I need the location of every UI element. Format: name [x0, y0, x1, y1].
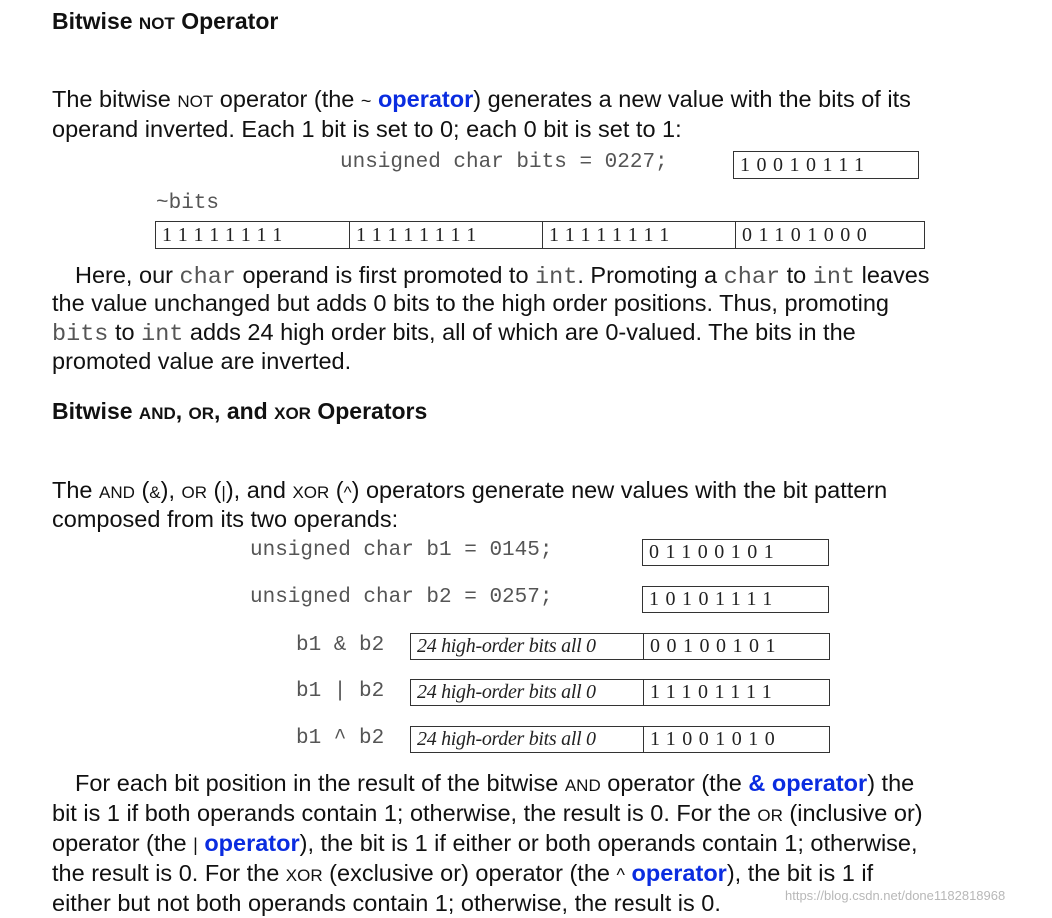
code-or-expression: b1 | b2 — [296, 680, 385, 703]
paragraph-explain-line1: For each bit position in the result of the bitwise AND operator (the & operator) the — [75, 770, 915, 796]
paragraph-explain-line3: operator (the | operator), the bit is 1 if either or both operands contain 1; otherwise, — [52, 830, 918, 856]
xor-result-box — [410, 726, 830, 753]
paragraph-not-line1: The bitwise NOT operator (the ~ operator) generates a new value with the bits of its — [52, 86, 911, 112]
and-result-box — [410, 633, 830, 660]
operator-keyword: operator — [377, 86, 474, 112]
b2-value-box: 10101111 — [642, 586, 829, 613]
paragraph-ops-line2: composed from its two operands: — [52, 506, 399, 532]
code-and-expression: b1 & b2 — [296, 634, 385, 657]
watermark: https://blog.csdn.net/done1182818968 — [785, 888, 1006, 903]
or-result-box — [410, 679, 830, 706]
not-result-byte-1: 11111111 — [162, 223, 289, 246]
xor-operator-keyword: operator — [631, 860, 727, 886]
paragraph-ops-line1: The AND (&), OR (|), and XOR (^) operators generate new values with the bit pattern — [52, 477, 888, 503]
or-operator-keyword: operator — [204, 830, 300, 856]
or-result-bits: 11101111 — [643, 680, 829, 705]
paragraph-not-line2: operand inverted. Each 1 bit is set to 0; each 0 bit is set to 1: — [52, 116, 682, 142]
paragraph-explain-line5: either but not both operands contain 1; otherwise, the result is 0. — [52, 890, 721, 916]
bits-value-box: 10010111 — [733, 151, 919, 179]
not-result-byte-2: 11111111 — [349, 222, 542, 248]
b1-value-box: 01100101 — [642, 539, 829, 566]
and-operator-keyword: & operator — [748, 770, 868, 796]
code-b1-declaration: unsigned char b1 = 0145; — [250, 539, 553, 562]
xor-result-bits: 11001010 — [643, 727, 829, 752]
code-xor-expression: b1 ^ b2 — [296, 727, 385, 750]
high-order-label: 24 high-order bits all 0 — [417, 728, 596, 750]
code-b2-declaration: unsigned char b2 = 0257; — [250, 586, 553, 609]
and-result-bits: 00100101 — [643, 634, 829, 659]
paragraph-promotion-line3: bits to int adds 24 high order bits, all of which are 0-valued. The bits in the — [52, 319, 856, 348]
paragraph-promotion-line2: the value unchanged but adds 0 bits to the high order positions. Thus, promoting — [52, 290, 889, 316]
not-result-box — [155, 221, 925, 249]
paragraph-explain-line4: the result is 0. For the XOR (exclusive or) operator (the ^ operator), the bit is 1 if — [52, 860, 874, 886]
tilde-symbol: ~ — [360, 91, 372, 111]
paragraph-explain-line2: bit is 1 if both operands contain 1; otherwise, the result is 0. For the OR (inclusive or) — [52, 800, 923, 826]
high-order-label: 24 high-order bits all 0 — [417, 635, 596, 657]
code-bits-declaration: unsigned char bits = 0227; — [340, 151, 668, 174]
not-result-byte-4: 01101000 — [735, 222, 924, 248]
heading-bitwise-not: Bitwise NOT Operator — [52, 8, 279, 34]
paragraph-promotion-line4: promoted value are inverted. — [52, 348, 352, 374]
not-result-byte-3: 11111111 — [542, 222, 735, 248]
paragraph-promotion-line1: Here, our char operand is first promoted to int. Promoting a char to int leaves — [75, 262, 930, 291]
heading-bitwise-and-or-xor: Bitwise AND, OR, and XOR Operators — [52, 398, 428, 424]
high-order-label: 24 high-order bits all 0 — [417, 681, 596, 703]
code-not-bits: ~bits — [156, 192, 220, 215]
